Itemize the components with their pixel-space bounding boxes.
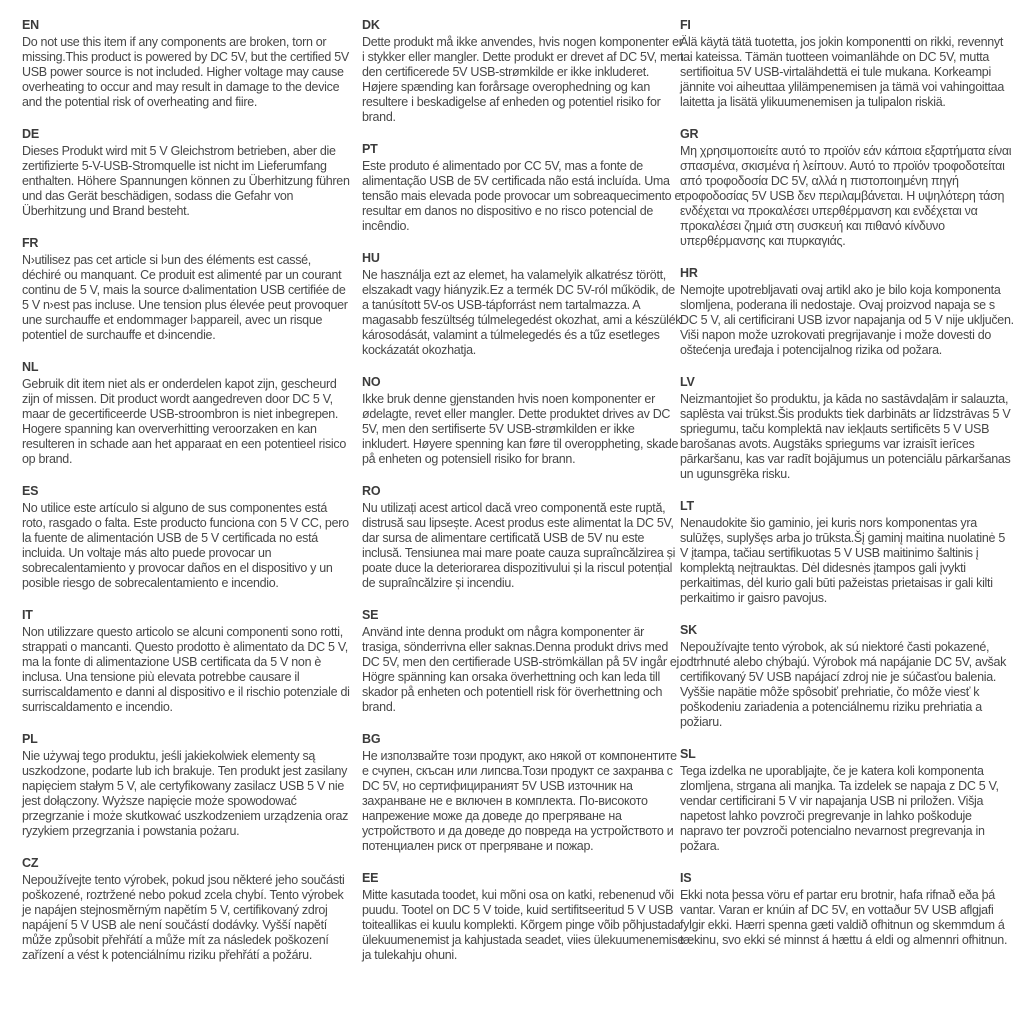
language-code-se: SE: [362, 608, 379, 622]
section-gr: [680, 127, 1014, 249]
warning-text-en: Do not use this item if any components are broken, torn or missing.This product is powered by DC 5V, but the certified 5V USB power source is not included. Higher voltage may cause overheating to occur and may result in damage to the device and the potential risk of overheating and fiire.: [22, 35, 349, 109]
section-lv: [680, 375, 1014, 482]
section-is: [680, 871, 1014, 948]
section-ro: [362, 484, 684, 591]
warning-text-pl: Nie używaj tego produktu, jeśli jakiekolwiek elementy są uszkodzone, podarte lub ich brakuje. Ten produkt jest zasilany napięciem stałym 5 V, ale certyfikowany zasilacz USB 5 V nie jest dołączony. Wyższe napięcie może spowodować przegrzanie i może skutkować uszkodzeniem urządzenia oraz ryzykiem przegrzania i powstania pożaru.: [22, 749, 349, 838]
language-code-ro: RO: [362, 484, 381, 498]
section-cz: [22, 856, 352, 963]
warning-text-sk: Nepoužívajte tento výrobok, ak sú niektoré časti pokazené, odtrhnuté alebo chýbajú. Výrobok má napájanie DC 5V, avšak certifikovaný 5V USB napájací zdroj nie je súčasťou balenia. Vyššie napätie môže spôsobiť prehriatie, čo môže viesť k poškodeniu zariadenia a potenciálnemu riziku prehriatia a požiaru.: [680, 640, 1007, 729]
language-code-pl: PL: [22, 732, 38, 746]
language-code-bg: BG: [362, 732, 381, 746]
section-dk: [362, 18, 684, 125]
warning-text-fi: Älä käytä tätä tuotetta, jos jokin komponentti on rikki, revennyt tai kateissa. Tämän tuotteen voimanlähde on DC 5V, mutta sertifioitua 5V USB-virtalähdettä ei tule mukana. Korkeampi jännite voi aiheuttaa ylilämpenemisen ja tämä voi vahingoittaa laitetta ja lisätä ylikuumenemisen ja tulipalon riskiä.: [680, 35, 1004, 109]
warning-text-fr: N›utilisez pas cet article si l›un des éléments est cassé, déchiré ou manquant. Ce produit est alimenté par un courant continu de 5 V, mais la source d›alimentation USB certifiée de 5 V n›est pas incluse. Une tension plus élevée peut provoquer une surchauffe et endommager l›appareil, avec un risque potentiel de surchauffe et d›incendie.: [22, 253, 348, 342]
language-code-sk: SK: [680, 623, 697, 637]
warning-column-3: [680, 18, 1014, 965]
warning-text-ee: Mitte kasutada toodet, kui mõni osa on katki, rebenenud või puudu. Tootel on DC 5 V toide, kuid sertifitseeritud 5 V USB toiteallikas ei kuulu komplekti. Kõrgem pinge võib põhjustada ülekuumenemist ja kahjustada seadet, viies ülekuumenemise ja tulekahju ohuni.: [362, 888, 684, 962]
warning-text-hu: Ne használja ezt az elemet, ha valamelyik alkatrész törött, elszakadt vagy hiányzik.Ez a termék DC 5V-ról működik, de a tanúsított 5V-os USB-tápforrást nem tartalmazza. A magasabb feszültség túlmelegedést okozhat, ami a készülék károsodását, valamint a túlmelegedés és a tűz esetleges kockázatát okozhatja.: [362, 268, 682, 357]
section-bg: [362, 732, 684, 854]
section-no: [362, 375, 684, 467]
section-lt: [680, 499, 1014, 606]
warning-text-gr: Μη χρησιμοποιείτε αυτό το προϊόν εάν κάποια εξαρτήματα είναι σπασμένα, σκισμένα ή λείπουν. Αυτό το προϊόν τροφοδοτείται από τροφοδοσία DC 5V, αλλά η πιστοποιημένη πηγή τροφοδοσίας 5V USB δεν περιλαμβάνεται. Η υψηλότερη τάση ενδέχεται να προκαλέσει υπερθέρμανση και ενδέχεται να προκαλέσει ζημιά στη συσκευή και πιθανό κίνδυνο υπερθέρμανσης και πυρκαγιάς.: [680, 144, 1012, 248]
language-code-lt: LT: [680, 499, 694, 513]
language-code-de: DE: [22, 127, 39, 141]
section-hu: [362, 251, 684, 358]
language-code-cz: CZ: [22, 856, 39, 870]
section-it: [22, 608, 352, 715]
warning-text-nl: Gebruik dit item niet als er onderdelen kapot zijn, gescheurd zijn of missen. Dit product wordt aangedreven door DC 5 V, maar de gecertificeerde USB-stroombron is niet inbegrepen. Hogere spanning kan oververhitting veroorzaken en kan resulteren in schade aan het apparaat en een potentieel risico op brand.: [22, 377, 346, 466]
warning-text-no: Ikke bruk denne gjenstanden hvis noen komponenter er ødelagte, revet eller mangler. Dette produktet drives av DC 5V, men den sertifiserte 5V USB-strømkilden er ikke inkludert. Høyere spenning kan føre til overoppheting, skade på enheten og potensiell risiko for brann.: [362, 392, 679, 466]
warning-text-se: Använd inte denna produkt om några komponenter är trasiga, sönderrivna eller saknas.Denna produkt drivs med DC 5V, men den certifierade USB-strömkällan på 5V ingår ej. Högre spänning kan orsaka överhettning och kan leda till skador på enheten och potentiell risk för överhettning och brand.: [362, 625, 683, 714]
section-fi: [680, 18, 1014, 110]
warning-text-lv: Neizmantojiet šo produktu, ja kāda no sastāvdaļām ir salauzta, saplēsta vai trūkst.Šis produkts tiek darbināts ar līdzstrāvas 5 V spriegumu, taču komplektā nav iekļauts sertificēts 5 V USB barošanas avots. Augstāks spriegums var izraisīt ierīces pārkaršanu, kas var radīt bojājumus un potenciālu pārkaršanas un ugunsgrēka risku.: [680, 392, 1011, 481]
language-code-pt: PT: [362, 142, 378, 156]
section-se: [362, 608, 684, 715]
section-hr: [680, 266, 1014, 358]
language-code-gr: GR: [680, 127, 699, 141]
warning-text-sl: Tega izdelka ne uporabljajte, če je katera koli komponenta zlomljena, strgana ali manjka. Ta izdelek se napaja z DC 5 V, vendar certificirani 5 V vir napajanja USB ni priložen. Višja napetost lahko povzroči pregrevanje in lahko poškoduje napravo ter povzroči potencialno nevarnost pregrevanja in požara.: [680, 764, 999, 853]
section-fr: [22, 236, 352, 343]
language-code-no: NO: [362, 375, 381, 389]
language-code-ee: EE: [362, 871, 379, 885]
language-code-lv: LV: [680, 375, 695, 389]
language-code-fi: FI: [680, 18, 691, 32]
language-code-sl: SL: [680, 747, 696, 761]
warning-text-es: No utilice este artículo si alguno de sus componentes está roto, rasgado o falta. Este producto funciona con 5 V CC, pero la fuente de alimentación USB de 5 V certificada no está incluida. Un voltaje más alto puede provocar un sobrecalentamiento y provocar daños en el dispositivo y un posible riesgo de sobrecalentamiento e incendio.: [22, 501, 349, 590]
section-en: [22, 18, 352, 110]
warning-text-is: Ekki nota þessa vöru ef partar eru brotnir, hafa rifnað eða þá vantar. Varan er knúin af DC 5V, en vottaður 5V USB aflgjafi fylgir ekki. Hærri spenna gæti valdið ofhitnun og skemmdum á tækinu, svo ekki sé minnst á hættu á eldi og almennri ofhitnun.: [680, 888, 1008, 947]
language-code-en: EN: [22, 18, 39, 32]
section-sl: [680, 747, 1014, 854]
warning-text-de: Dieses Produkt wird mit 5 V Gleichstrom betrieben, aber die zertifizierte 5-V-USB-Stromquelle ist nicht im Lieferumfang enthalten. Höhere Spannungen können zu Überhitzung führen und das Gerät beschädigen, sodass die Gefahr von Überhitzung und Brand besteht.: [22, 144, 350, 218]
section-pl: [22, 732, 352, 839]
section-pt: [362, 142, 684, 234]
section-sk: [680, 623, 1014, 730]
language-code-nl: NL: [22, 360, 39, 374]
warning-text-lt: Nenaudokite šio gaminio, jei kuris nors komponentas yra sulūžęs, suplyšęs arba jo trūksta.Šį gaminį maitina nuolatinė 5 V įtampa, tačiau sertifikuotas 5 V USB maitinimo šaltinis į komplektą neįtrauktas. Dėl didesnės įtampos gali įvykti perkaitimas, dėl kurio gali būti pažeistas prietaisas ir gali kilti perkaitimo ir gaisro pavojus.: [680, 516, 1006, 605]
warning-text-ro: Nu utilizați acest articol dacă vreo componentă este ruptă, distrusă sau lipsește. Acest produs este alimentat la DC 5V, dar sursa de alimentare certificată USB de 5V nu este inclusă. Tensiunea mai mare poate cauza supraîncălzirea și poate duce la deteriorarea dispozitivului și la riscul potențial de supraîncălzire și incendiu.: [362, 501, 676, 590]
warning-text-hr: Nemojte upotrebljavati ovaj artikl ako je bilo koja komponenta slomljena, poderana ili nedostaje. Ovaj proizvod napaja se s DC 5 V, ali certificirani USB izvor napajanja od 5 V nije uključen. Viši napon može uzrokovati pregrijavanje i može dovesti do oštećenja uređaja i potencijalnog rizika od požara.: [680, 283, 1014, 357]
section-de: [22, 127, 352, 219]
language-code-es: ES: [22, 484, 39, 498]
warning-column-2: [362, 18, 684, 980]
warning-text-dk: Dette produkt må ikke anvendes, hvis nogen komponenter er i stykker eller mangler. Dette produkt er drevet af DC 5V, men den certificerede 5V USB-strømkilde er ikke inkluderet. Højere spænding kan forårsage overophedning og kan resultere i beskadigelse af enheden og potentiel risiko for brand.: [362, 35, 684, 124]
warning-text-cz: Nepoužívejte tento výrobek, pokud jsou některé jeho součásti poškozené, roztržené nebo pokud zcela chybí. Tento výrobek je napájen stejnosměrným napětím 5 V, certifikovaný zdroj napájení 5 V USB ale není součástí dodávky. Vyšší napětí může způsobit přehřátí a může mít za následek poškození zařízení a vést k potenciálnímu riziku přehřátí a požáru.: [22, 873, 345, 962]
language-code-it: IT: [22, 608, 33, 622]
warning-text-bg: Не използвайте този продукт, ако някой от компонентите е счупен, скъсан или липсва.Този продукт се захранва с DC 5V, но сертифицираният 5V USB източник на захранване не е включен в комплекта. По-високото напрежение може да доведе до прегряване на устройството и да доведе до повреда на устройството и потенциален риск от прегряване и пожар.: [362, 749, 677, 853]
language-code-dk: DK: [362, 18, 380, 32]
language-code-hr: HR: [680, 266, 698, 280]
language-code-is: IS: [680, 871, 692, 885]
language-code-hu: HU: [362, 251, 380, 265]
section-es: [22, 484, 352, 591]
language-code-fr: FR: [22, 236, 39, 250]
warning-text-it: Non utilizzare questo articolo se alcuni componenti sono rotti, strappati o mancanti. Questo prodotto è alimentato da DC 5 V, ma la fonte di alimentazione USB certificata da 5 V non è inclusa. Una tensione più elevata potrebbe causare il surriscaldamento e danni al dispositivo e il rischio potenziale di surriscaldamento e incendio.: [22, 625, 350, 714]
warning-column-1: [22, 18, 352, 980]
section-nl: [22, 360, 352, 467]
warning-text-pt: Este produto é alimentado por CC 5V, mas a fonte de alimentação USB de 5V certificada não está incluída. Uma tensão mais elevada pode provocar um sobreaquecimento e resultar em danos no dispositivo e no risco potencial de incêndio.: [362, 159, 682, 233]
section-ee: [362, 871, 684, 963]
